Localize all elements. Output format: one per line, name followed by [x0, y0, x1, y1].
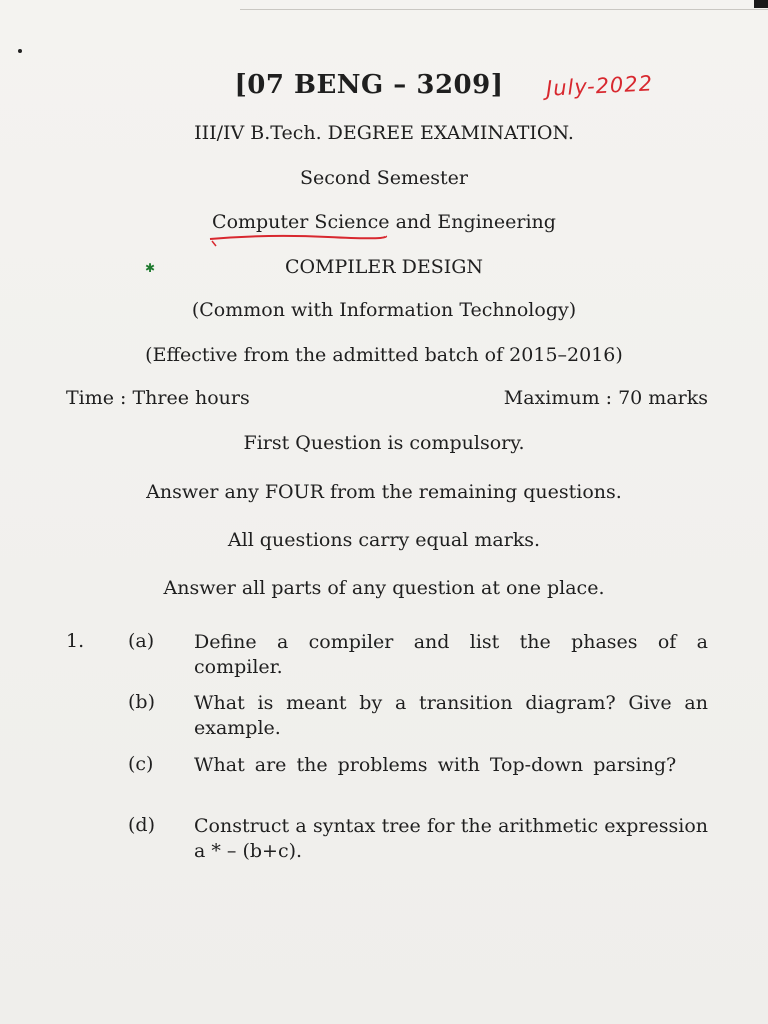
- question-part: [128, 630, 708, 680]
- part-label: (d): [128, 814, 155, 836]
- instruction-one-place: Answer all parts of any question at one place.: [163, 577, 605, 599]
- part-text: Construct a syntax tree for the arithmetic expression a * – (b+c).: [194, 815, 708, 862]
- instruction-compulsory: First Question is compulsory.: [243, 432, 525, 454]
- time-marks-row: [66, 387, 708, 409]
- part-text: What are the problems with Top-down parsing?: [194, 754, 677, 776]
- instruction-answer-four: Answer any FOUR from the remaining questions.: [146, 481, 622, 503]
- part-label: (a): [128, 630, 155, 652]
- margin-dot: [18, 49, 22, 53]
- part-label: (b): [128, 691, 155, 713]
- part-text: Define a compiler and list the phases of a compiler.: [194, 631, 708, 678]
- scan-edge-line: [240, 9, 768, 10]
- green-mark-icon: ✱: [145, 261, 156, 275]
- instruction-equal-marks: All questions carry equal marks.: [227, 529, 541, 551]
- subject: COMPILER DESIGN: [284, 256, 484, 278]
- semester: Second Semester: [299, 167, 468, 189]
- part-label: (c): [128, 753, 154, 775]
- question-number: 1.: [66, 630, 85, 652]
- exam-title: III/IV B.Tech. DEGREE EXAMINATION.: [194, 122, 574, 144]
- effective-from: (Effective from the admitted batch of 2015–2016): [145, 344, 623, 366]
- question-part: [128, 753, 708, 778]
- handwritten-date: July-2022: [545, 71, 654, 101]
- maximum-marks: Maximum : 70 marks: [503, 387, 708, 409]
- common-with: (Common with Information Technology): [191, 299, 577, 321]
- handwritten-underline: [208, 233, 388, 247]
- paper-code: [07 BENG – 3209]: [234, 70, 504, 100]
- part-text: What is meant by a transition diagram? Give an example.: [194, 692, 708, 739]
- question-part: [128, 691, 708, 741]
- scan-corner-mark: [754, 0, 768, 8]
- time-label: Time : Three hours: [66, 387, 250, 409]
- branch: Computer Science and Engineering: [212, 211, 556, 233]
- question-part: [128, 814, 708, 864]
